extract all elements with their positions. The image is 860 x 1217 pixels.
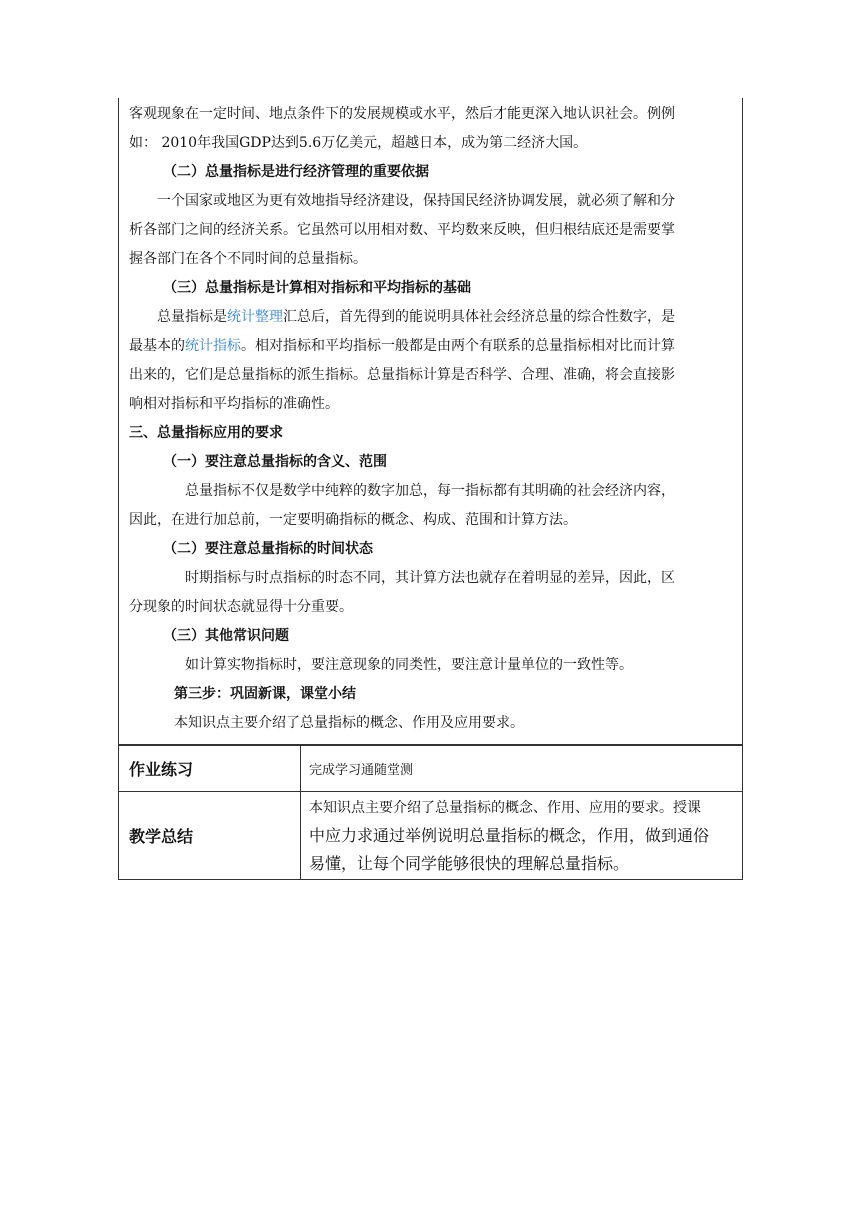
section-heading: （三）总量指标是计算相对指标和平均指标的基础 [163, 280, 471, 296]
homework-row [119, 745, 742, 791]
paragraph-line: 握各部门在各个不同时间的总量指标。 [129, 251, 367, 267]
summary-row [119, 791, 742, 879]
paragraph-line: 本知识点主要介绍了总量指标的概念、作用及应用要求。 [174, 715, 524, 731]
paragraph-line: 如计算实物指标时，要注意现象的同类性，要注意计量单位的一致性等。 [185, 657, 633, 673]
homework-value [301, 746, 742, 791]
paragraph-line: 出来的，它们是总量指标的派生指标。总量指标计算是否科学、合理、准确，将会直接影 [129, 367, 675, 383]
intro-line: 如： 2010年我国GDP达到5.6万亿美元，超越日本，成为第二经济大国。 [129, 135, 588, 151]
lesson-content-cell [119, 98, 742, 745]
homework-text: 完成学习通随堂测 [309, 763, 414, 778]
summary-text-line: 中应力求通过举例说明总量指标的概念，作用，做到通俗 [309, 826, 710, 845]
section-heading: （一）要注意总量指标的含义、范围 [163, 454, 387, 470]
link-statistical-sorting[interactable]: 统计整理 [227, 309, 283, 325]
link-statistical-indicator[interactable]: 统计指标 [185, 338, 241, 354]
lesson-table [118, 98, 743, 880]
paragraph-line: 一个国家或地区为更有效地指导经济建设，保持国民经济协调发展，就必须了解和分 [157, 193, 675, 209]
section-heading: （二）总量指标是进行经济管理的重要依据 [163, 164, 429, 180]
paragraph-line: 时期指标与时点指标的时态不同，其计算方法也就存在着明显的差异，因此，区 [185, 570, 675, 586]
paragraph-line: 因此，在进行加总前，一定要明确指标的概念、构成、范围和计算方法。 [129, 512, 577, 528]
paragraph-text: 汇总后，首先得到的能说明具体社会经济总量的综合性数字，是 [283, 309, 675, 325]
section-heading: （二）要注意总量指标的时间状态 [163, 541, 373, 557]
paragraph-line: 析各部门之间的经济关系。它虽然可以用相对数、平均数来反映，但归根结底还是需要掌 [129, 222, 675, 238]
step-heading: 第三步：巩固新课，课堂小结 [174, 686, 356, 702]
intro-line: 客观现象在一定时间、地点条件下的发展规模或水平，然后才能更深入地认识社会。例例 [129, 106, 675, 122]
paragraph-text: 。相对指标和平均指标一般都是由两个有联系的总量指标相对比而计算 [241, 338, 675, 354]
paragraph-text: 总量指标是 [157, 309, 227, 325]
paragraph-line: 响相对指标和平均指标的准确性。 [129, 396, 339, 412]
summary-value [301, 792, 742, 879]
summary-text-line: 易懂，让每个同学能够很快的理解总量指标。 [309, 854, 630, 873]
paragraph-text: 最基本的 [129, 338, 185, 354]
paragraph-line: 总量指标不仅是数学中纯粹的数字加总，每一指标都有其明确的社会经济内容， [185, 483, 675, 499]
section-heading: （三）其他常识问题 [163, 628, 289, 644]
chapter-heading: 三、总量指标应用的要求 [129, 425, 283, 441]
summary-text-line: 本知识点主要介绍了总量指标的概念、作用、应用的要求。授课 [309, 800, 701, 816]
homework-label: 作业练习 [119, 746, 301, 791]
paragraph-line: 分现象的时间状态就显得十分重要。 [129, 599, 353, 615]
paragraph-line [129, 332, 732, 361]
summary-label: 教学总结 [119, 792, 301, 879]
paragraph-line [129, 303, 732, 332]
